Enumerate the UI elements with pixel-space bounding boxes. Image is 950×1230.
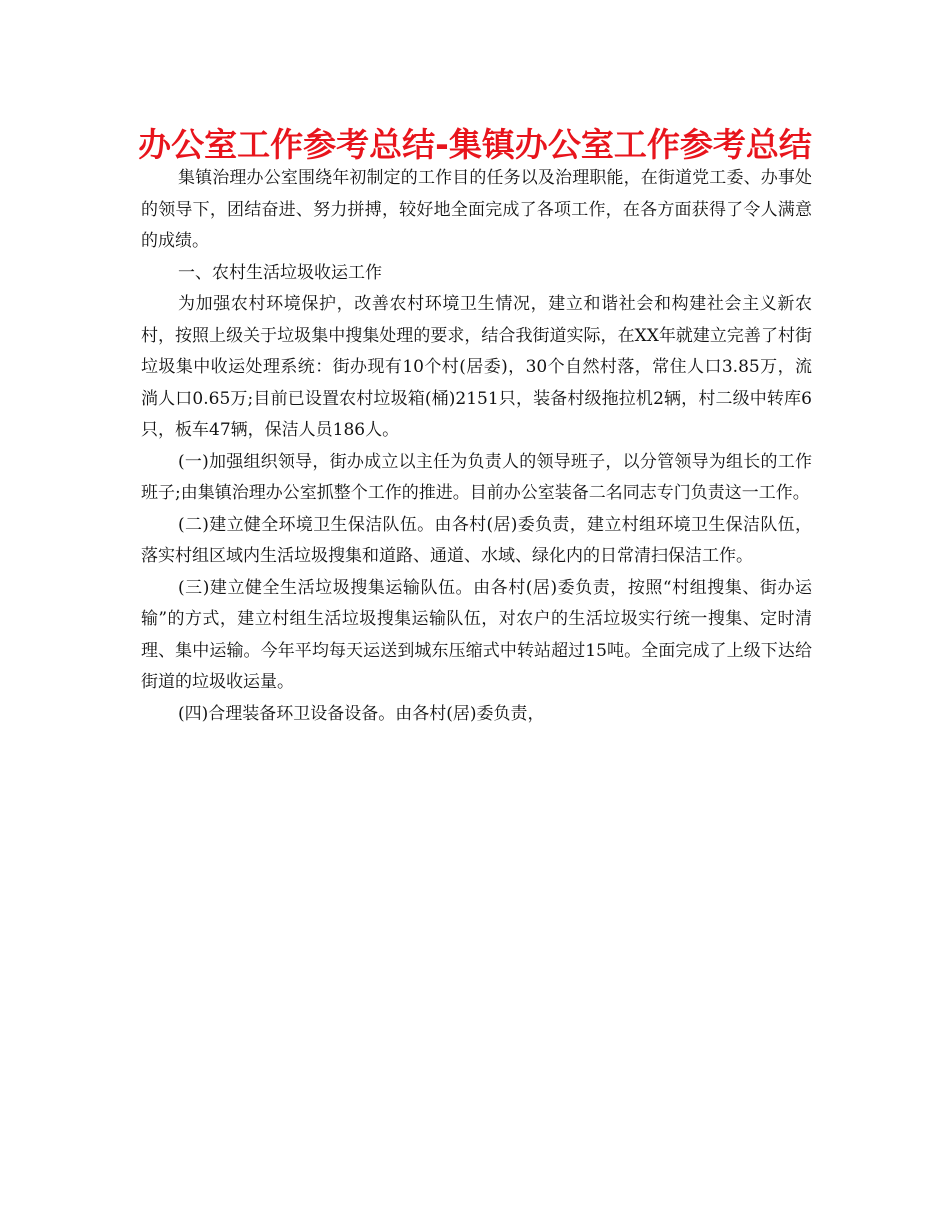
paragraph-overview: 为加强农村环境保护，改善农村环境卫生情况，建立和谐社会和构建社会主义新农村，按照上级关于垃圾集中搜集处理的要求，结合我街道实际，在XX年就建立完善了村街垃圾集中收运处理系统：街办现有10个村(居委)，30个自然村落，常住人口3.85万，流淌人口0.65万;目前已设置农村垃圾箱(桶)2151只，装备村级拖拉机2辆，村二级中转库6只，板车47辆，保洁人员186人。	[141, 294, 812, 440]
paragraph-item-3: (三)建立健全生活垃圾搜集运输队伍。由各村(居)委负责，按照“村组搜集、街办运输”的方式，建立村组生活垃圾搜集运输队伍，对农户的生活垃圾实行统一搜集、定时清理、集中运输。今年平均每天运送到城东压缩式中转站超过15吨。全面完成了上级下达给街道的垃圾收运量。	[141, 577, 812, 692]
paragraph-item-2: (二)建立健全环境卫生保洁队伍。由各村(居)委负责，建立村组环境卫生保洁队伍，落实村组区域内生活垃圾搜集和道路、通道、水域、绿化内的日常清扫保洁工作。	[141, 514, 812, 566]
section-heading: 一、农村生活垃圾收运工作	[178, 262, 382, 283]
paragraph-item-4: (四)合理装备环卫设备设备。由各村(居)委负责，	[178, 703, 545, 724]
document-title: 办公室工作参考总结-集镇办公室工作参考总结	[138, 125, 812, 164]
paragraph-item-1: (一)加强组织领导，街办成立以主任为负责人的领导班子，以分管领导为组长的工作班子;由集镇治理办公室抓整个工作的推进。目前办公室装备二名同志专门负责这一工作。	[141, 451, 812, 503]
document-body	[141, 163, 812, 730]
paragraph-intro: 集镇治理办公室围绕年初制定的工作目的任务以及治理职能，在街道党工委、办事处的领导下，团结奋进、努力拼搏，较好地全面完成了各项工作，在各方面获得了令人满意的成绩。	[141, 168, 812, 251]
